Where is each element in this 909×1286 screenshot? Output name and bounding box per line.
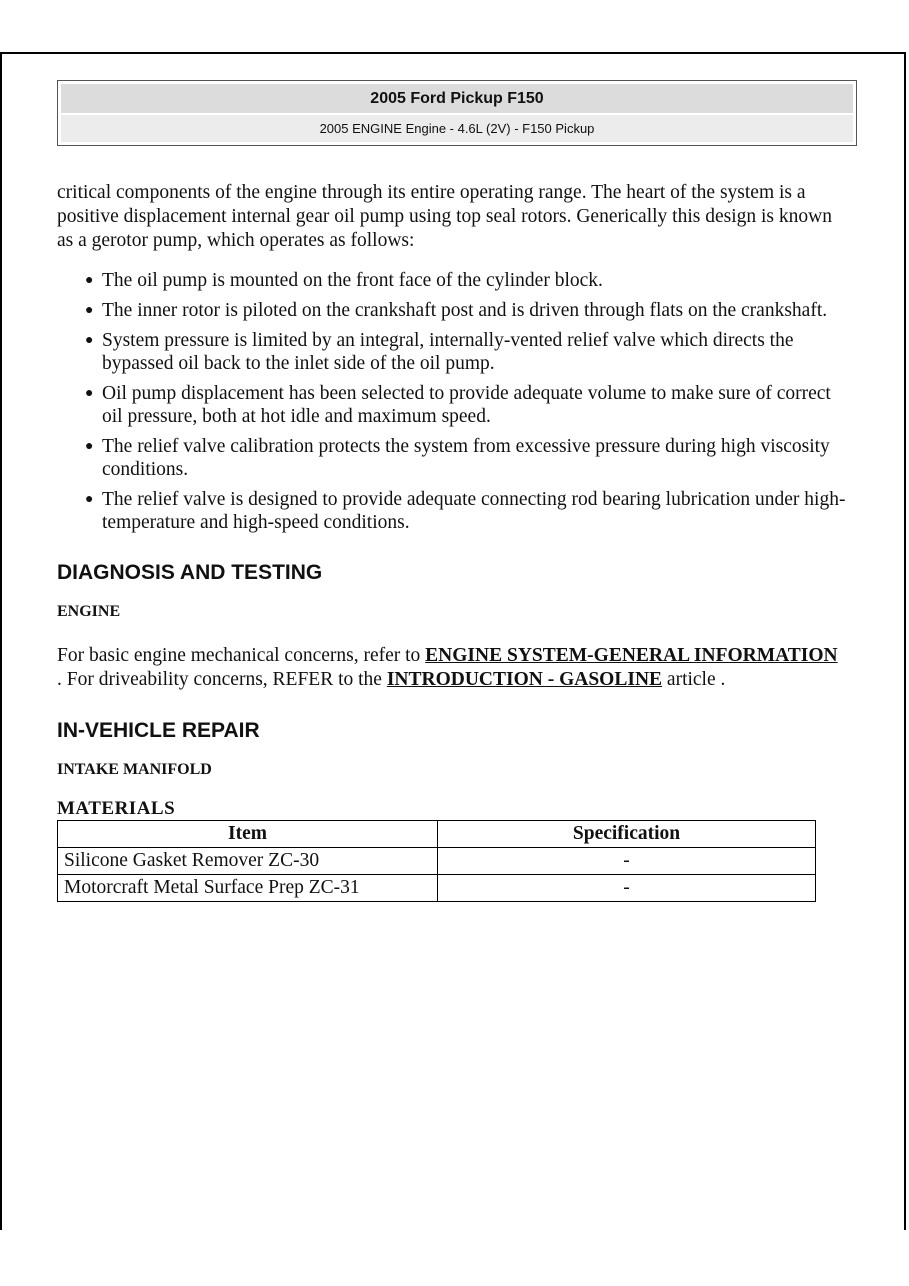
bullet-icon: ● [85,439,94,454]
intro-paragraph: critical components of the engine through its entire operating range. The heart of the system is a positive displacement internal gear oil pump using top seal rotors. Generically this design is known as a gerotor pump, which operates as follows: [57,182,832,251]
header-title: 2005 Ford Pickup F150 [61,84,853,113]
list-item: ● The oil pump is mounted on the front face of the cylinder block. [85,270,603,291]
intake-manifold-subheading: INTAKE MANIFOLD [57,761,212,778]
item-cell: Silicone Gasket Remover ZC-30 [58,848,438,875]
spec-cell: - [438,875,816,902]
engine-system-general-info-link[interactable]: ENGINE SYSTEM-GENERAL INFORMATION [425,645,838,666]
column-header-item: Item [58,821,438,848]
list-item: ● The relief valve is designed to provide adequate connecting rod bearing lubrication under high-temperature and high-speed conditions. [85,489,846,533]
diagnosis-heading: DIAGNOSIS AND TESTING [57,561,323,584]
diagnosis-paragraph: For basic engine mechanical concerns, refer to ENGINE SYSTEM-GENERAL INFORMATION . For driveability concerns, REFER to the INTRODUCTION - GASOLINE article . [57,645,838,690]
table-row [58,848,816,875]
spec-cell: - [438,848,816,875]
document-body [57,181,847,902]
list-item: ● The inner rotor is piloted on the crankshaft post and is driven through flats on the crankshaft. [85,300,828,321]
bullet-icon: ● [85,273,94,288]
list-item: ● The relief valve calibration protects the system from excessive pressure during high viscosity conditions. [85,436,830,480]
table-header-row [58,821,816,848]
bullet-icon: ● [85,333,94,348]
introduction-gasoline-link[interactable]: INTRODUCTION - GASOLINE [386,669,663,690]
bullet-icon: ● [85,303,94,318]
item-cell: Motorcraft Metal Surface Prep ZC-31 [58,875,438,902]
engine-subheading: ENGINE [57,603,121,620]
list-item: ● Oil pump displacement has been selected to provide adequate volume to make sure of correct oil pressure, both at hot idle and maximum speed. [85,383,831,427]
column-header-specification: Specification [438,821,816,848]
table-row [58,875,816,902]
list-item: ● System pressure is limited by an integral, internally-vented relief valve which directs the bypassed oil back to the inlet side of the oil pump. [85,330,794,374]
document-header [57,80,857,146]
bullet-icon: ● [85,386,94,401]
bullet-list [57,269,847,534]
repair-heading: IN-VEHICLE REPAIR [57,719,260,742]
header-subtitle: 2005 ENGINE Engine - 4.6L (2V) - F150 Pickup [61,115,853,142]
materials-heading: MATERIALS [57,798,176,819]
bullet-icon: ● [85,492,94,507]
materials-table [57,820,816,902]
